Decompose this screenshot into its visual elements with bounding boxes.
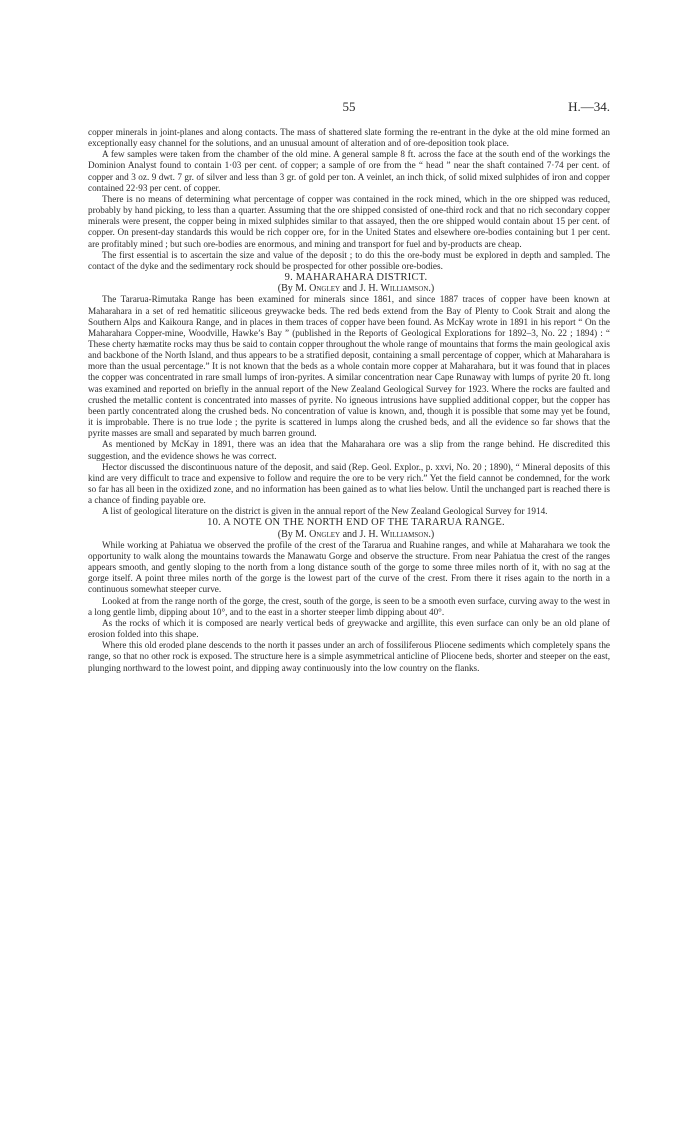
document-reference: H.—34. <box>568 99 610 114</box>
page-number: 55 <box>342 99 356 114</box>
section-heading: 9. MAHARAHARA DISTRICT. <box>284 272 428 284</box>
byline-open: (By <box>277 528 296 540</box>
paragraph: copper minerals in joint-planes and along contacts. The mass of shattered slate forming the re-entrant in the dyke at the old mine formed an exceptionally easy channel for the solutions, and an unusual amount of alteration and of ore-deposition took place. <box>88 127 610 149</box>
author-name: M. Ongley <box>295 528 341 540</box>
byline-close: ) <box>430 528 435 540</box>
paragraph: Where this old eroded plane descends to the north it passes under an arch of fossiliferous Pliocene sediments which completely spans the range, so that no other rock is exposed. The structure here is a simple asymmetrical anticline of Pliocene beds, shorter and steeper on the east, plunging northward to the lowest point, and dipping away continuously into the low country on the flanks. <box>88 640 610 673</box>
byline-conjunction: and <box>340 283 360 295</box>
section-heading: 10. A NOTE ON THE NORTH END OF THE TARARUA RANGE. <box>207 517 505 529</box>
author-name: J. H. Williamson. <box>359 283 431 295</box>
paragraph: There is no means of determining what percentage of copper was contained in the rock mined, which in the ore shipped was reduced, probably by hand picking, to less than a quarter. Assuming that the ore shipped consisted of one-third rock and that no rich secondary copper minerals were present, the copper being in mixed sulphides similar to that assayed, then the ore shipped would contain about 15 per cent. of copper. On present-day standards this would be rich copper ore, for in the United States and elsewhere ore-bodies containing but 1 per cent. are profitably mined ; but such ore-bodies are enormous, and mining and transport for fuel and by-products are cheap. <box>88 193 610 249</box>
paragraph: Hector discussed the discontinuous nature of the deposit, and said (Rep. Geol. Explor., p. xxvi, No. 20 ; 1890), “ Mineral deposits of this kind are very difficult to trace and expensive to follow and require the ore to be very rich.” Yet the field cannot be condemned, for the work so far has all been in the oxidized zone, and no information has been gained as to what lies below. Until the unchanged part is reached there is a chance of finding payable ore. <box>88 461 610 506</box>
byline-open: (By <box>277 283 296 295</box>
page-body <box>88 127 610 674</box>
byline-conjunction: and <box>340 528 360 540</box>
byline <box>88 529 610 540</box>
paragraph: A few samples were taken from the chamber of the old mine. A general sample 8 ft. across the face at the south end of the workings the Dominion Analyst found to contain 1·03 per cent. of copper; a sample of ore from the “ head ” near the shaft contained 7·74 per cent. of copper and 3 oz. 9 dwt. 7 gr. of silver and less than 3 gr. of gold per ton. A veinlet, an inch thick, of solid mixed sulphides of iron and copper contained 22·93 per cent. of copper. <box>88 149 610 193</box>
paragraph: Looked at from the range north of the gorge, the crest, south of the gorge, is seen to be a smooth even surface, curving away to the west in a long gentle limb, dipping about 10°, and to the east in a shorter steeper limb dipping about 40°. <box>88 595 610 617</box>
paragraph: As the rocks of which it is composed are nearly vertical beds of greywacke and argillite, this even surface can only be an old plane of erosion folded into this shape. <box>88 617 610 640</box>
paragraph: The first essential is to ascertain the size and value of the deposit ; to do this the ore-body must be explored in depth and sampled. The contact of the dyke and the sedimentary rock should be prospected for other possible ore-bodies. <box>88 249 610 271</box>
paragraph: While working at Pahiatua we observed the profile of the crest of the Tararua and Ruahine ranges, and while at Maharahara we took the opportunity to walk along the mountains towards the Manawatu Gorge and observe the structure. From near Pahiatua the crest of the ranges appears smooth, and gently sloping to the north from a long distance south of the gorge to some three miles north of it, with no sag at the gorge itself. A point three miles north of the gorge is the lowest part of the curve of the crest. From there it rises again to the north in a continuous somewhat steeper curve. <box>88 539 610 595</box>
byline <box>88 283 610 294</box>
page-header <box>88 99 610 119</box>
author-name: J. H. Williamson. <box>359 528 431 540</box>
paragraph: The Tararua-Rimutaka Range has been examined for minerals since 1861, and since 1887 traces of copper have been known at Maharahara in a set of red hematitic siliceous greywacke beds. The red beds extend from the Bay of Plenty to Cook Strait and along the Southern Alps and Kaikoura Range, and in places in them traces of copper have been found. As McKay wrote in 1891 in his report “ On the Maharahara Copper-mine, Woodville, Hawke’s Bay ” (published in the Reports of Geological Explorations for 1892–3, No. 22 ; 1894) : “ These cherty hæmatite rocks may thus be said to contain copper throughout the whole range of mountains that forms the main geological axis and backbone of the North Island, and thus appears to be a stratified deposit, containing a small percentage of copper, which at Maharahara is more than the usual percentage.” It is not known that the beds as a whole contain more copper at Maharahara, but it was found that in places the copper was concentrated in rare small lumps of iron-pyrites. A similar concentration near Cape Runaway with lumps of pyrite 20 ft. long was examined and reported on briefly in the annual report of the New Zealand Geological Survey for 1923. Where the rocks are faulted and crushed the metallic content is concentrated into masses of pyrite. No igneous intrusions have supplied additional copper, but the copper has been partly concentrated along the crushed beds. No concentration of value is known, and, though it is possible that some may yet be found, it is improbable. There is no true lode ; the pyrite is scattered in lumps along the crushed beds, and all the evidence so far shows that the pyrite masses are small and separated by much barren ground. <box>88 294 610 439</box>
author-name: M. Ongley <box>295 283 341 295</box>
paragraph: As mentioned by McKay in 1891, there was an idea that the Maharahara ore was a slip from the range behind. He discredited this suggestion, and the evidence shows he was correct. <box>88 439 610 461</box>
paragraph: A list of geological literature on the district is given in the annual report of the New Zealand Geological Survey for 1914. <box>102 506 548 517</box>
byline-close: ) <box>430 283 435 295</box>
